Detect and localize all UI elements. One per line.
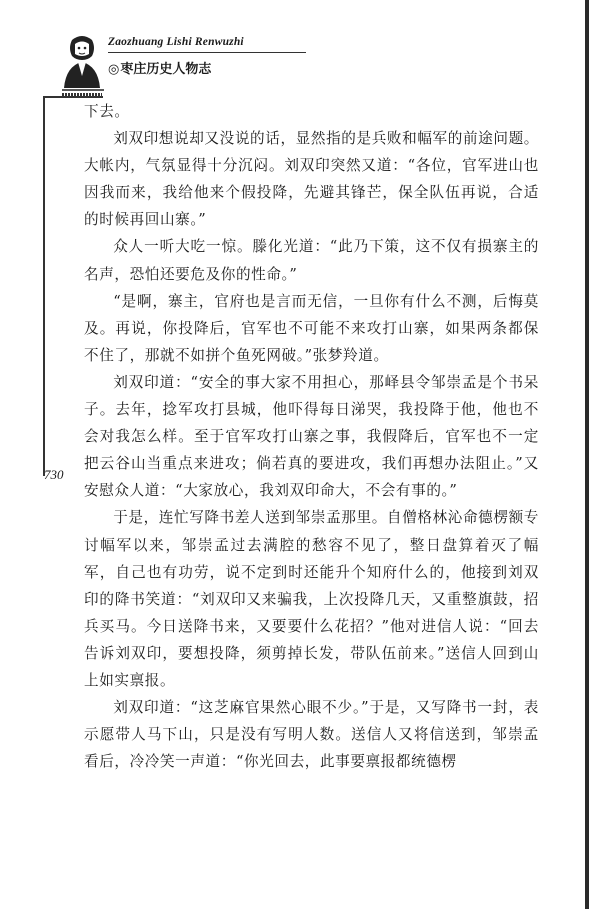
paragraph: “是啊，寨主，官府也是言而无信，一旦你有什么不测，后悔莫及。再说，你投降后，官军也不可能不来攻打山寨，如果两条都保不住了，那就不如拼个鱼死网破。”张梦羚道。: [84, 292, 539, 364]
running-header: [58, 30, 308, 100]
page-edge-shadow: [585, 0, 589, 909]
paragraph: 刘双印道：“这芝麻官果然心眼不少。”于是，又写降书一封，表示愿带人马下山，只是没有写明人数。送信人又将信送到，邹崇孟看后，冷冷笑一声道：“你光回去，此事要禀报都统德楞: [84, 699, 539, 771]
series-title-english: Zaozhuang Lishi Renwuzhi: [108, 36, 244, 48]
margin-rule-vertical: [43, 96, 45, 476]
circle-bullet-icon: ◎: [108, 62, 120, 77]
paragraph: 于是，连忙写降书差人送到邹崇孟那里。自僧格林沁命德楞额专讨幅军以来，邹崇孟过去满腔的愁容不见了，整日盘算着灭了幅军，自己也有功劳，说不定到时还能升个知府什么的，他接到刘双印的降书笑道：“刘双印又来骗我，上次投降几天，又重整旗鼓，招兵买马。今日送降书来，又要要什么花招？”他对进信人说：“回去告诉刘双印，要想投降，须剪掉长发，带队伍前来。”送信人回到山上如实禀报。: [84, 509, 539, 689]
series-title-chinese-text: 枣庄历史人物志: [120, 62, 212, 77]
series-title-chinese: [108, 58, 211, 77]
header-rule: [108, 52, 306, 53]
portrait-illustration: [58, 30, 106, 92]
paragraph: 众人一听大吃一惊。滕化光道：“此乃下策，这不仅有损寨主的名声，恐怕还要危及你的性命。”: [84, 238, 539, 283]
paragraph: 刘双印想说却又没说的话，显然指的是兵败和幅军的前途问题。大帐内，气氛显得十分沉闷。刘双印突然又道：“各位，官军进山也因我而来，我给他来个假投降，先避其锋芒，保全队伍再说，合适的时候再回山寨。”: [84, 130, 539, 229]
page-number: 730: [44, 467, 64, 482]
paragraph: 下去。: [84, 103, 130, 120]
body-text: [84, 98, 539, 775]
paragraph: 刘双印道：“安全的事大家不用担心，那峄县令邹崇孟是个书呆子。去年，捻军攻打县城，他吓得每日涕哭，我投降于他，他也不会对我怎么样。至于官军攻打山寨之事，我假降后，官军也不一定把云谷山当重点来进攻；倘若真的要进攻，我们再想办法阻止。”又安慰众人道：“大家放心，我刘双印命大，不会有事的。”: [84, 373, 539, 500]
